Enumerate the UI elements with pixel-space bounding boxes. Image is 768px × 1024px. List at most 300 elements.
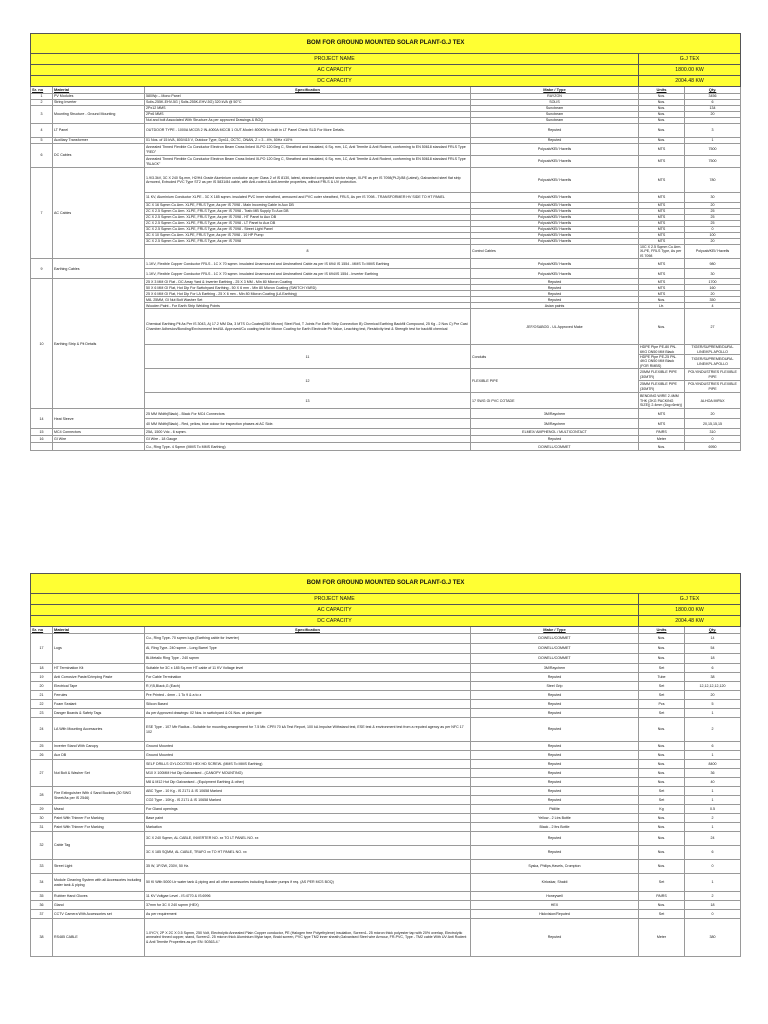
cell-material: CCTV Camera With Accessories set	[53, 910, 145, 919]
ac-capacity-value: 1800.00 KW	[639, 605, 741, 616]
table-row	[31, 832, 741, 846]
bom-sheet-1	[30, 33, 740, 451]
cell-material: RS485 CABLE	[53, 919, 145, 957]
cell-sr-no: 2	[31, 100, 53, 106]
cell-make-type: Reputed	[471, 673, 639, 682]
cell-specification: 2Px6 MMS	[145, 112, 471, 118]
cell-specification: 3C X 240 Sqmm, AL CABLE, INVERTER NO. xx TO LT PANEL NO. xx	[145, 832, 471, 846]
cell-sr-no: 15	[31, 429, 53, 436]
cell-make-type: Polycab/KEI/ Havells	[471, 227, 639, 233]
cell-material: Mseal	[53, 805, 145, 814]
cell-units: MTS	[639, 285, 685, 291]
cell-material: Danger Boards & Safety Tags	[53, 709, 145, 718]
table-row	[31, 742, 741, 751]
cell-qty: 7500	[685, 144, 741, 156]
project-name-label: PROJECT NAME	[31, 54, 639, 65]
cell-qty: 1	[685, 138, 741, 144]
col-header-sr: Sr. no	[31, 87, 53, 94]
cell-specification: 3C X 2.5 Sqmm Cu Arm. XLPE, FRLS Type, As per IS 7098	[145, 239, 471, 245]
cell-make-type: Reputed	[471, 700, 639, 709]
table-row	[31, 436, 741, 443]
cell-sr-no: 24	[31, 718, 53, 742]
col-header-qty: Qty.	[685, 87, 741, 94]
cell-qty: 25	[685, 209, 741, 215]
table-row	[31, 805, 741, 814]
cell-units: Nos.	[639, 718, 685, 742]
cell-sr-no: 7	[31, 168, 53, 259]
cell-units: Nos.	[639, 118, 685, 124]
cell-qty: 18	[685, 654, 741, 664]
cell-units: Set	[639, 796, 685, 805]
dc-capacity-label: DC CAPACITY	[31, 616, 639, 627]
project-name-label: PROJECT NAME	[31, 594, 639, 605]
cell-units: Tube	[639, 673, 685, 682]
cell-material: MC4 Connectors	[53, 429, 145, 436]
cell-qty: 30	[685, 193, 741, 203]
cell-specification: CO2 Type - 10Kg - IS 2171 & IS 10658 Marked	[145, 796, 471, 805]
cell-sr-no: 16	[31, 436, 53, 443]
cell-specification: GI Wire - 18 Gauge	[145, 436, 471, 443]
cell-qty: 18	[685, 901, 741, 910]
cell-make-type: Suncbeam	[471, 106, 639, 112]
cell-make-type: Reputed	[471, 718, 639, 742]
col-header-spec: Specification	[145, 627, 471, 634]
cell-make-type: Polycab/KEI/ Havells	[471, 221, 639, 227]
cell-make-type: Reputed	[471, 846, 639, 860]
cell-sr-no: 32	[31, 832, 53, 860]
cell-make-type: Black - 2 ltrs Bottle	[471, 823, 639, 832]
cell-specification: Al, Ring Type- 240 sqmm - Long Barrel Type	[145, 644, 471, 654]
cell-specification: 10C X 2.5 Sqmm Cu Arm. XLPE, FRLS Type, As per IS 7098	[639, 245, 685, 259]
table-row	[31, 682, 741, 691]
cell-make-type: POLYINDUSTRIES FLEXIBLE PIPE	[685, 369, 741, 381]
cell-sr-no: 36	[31, 901, 53, 910]
cell-material: FLEXIBLE PIPE	[471, 369, 639, 393]
cell-make-type: Syska, Philips,Havels, Crompton	[471, 860, 639, 874]
cell-make-type: Reputed	[471, 124, 639, 138]
cell-qty: 134	[685, 106, 741, 112]
cell-qty: 36	[685, 769, 741, 778]
cell-sr-no: 17	[31, 634, 53, 664]
cell-make-type: Reputed	[471, 691, 639, 700]
cell-specification: HDPE Pipe PE-80 PN- 6KG DN50 MM Black	[639, 345, 685, 355]
cell-specification: 3C X 185 SQMM, AL CABLE, TRAFO xx TO HT PANEL NO. xx	[145, 846, 471, 860]
cell-qty: 2	[685, 718, 741, 742]
cell-material: Aux DB	[53, 751, 145, 760]
cell-units: Nos.	[639, 100, 685, 106]
cell-material: Auxiliary Transformer	[53, 138, 145, 144]
table-row	[31, 409, 741, 419]
cell-make-type: Reputed	[471, 291, 639, 297]
cell-make-type: Polycab/KEI/ Havells	[471, 239, 639, 245]
cell-specification: Ground Mounted	[145, 751, 471, 760]
cell-qty: 20	[685, 112, 741, 118]
cell-units: Nos.	[639, 106, 685, 112]
cell-make-type: Polycab/KEI/ Havells	[471, 269, 639, 279]
cell-make-type: 3M/Raychem	[471, 664, 639, 673]
col-header-units: Units	[639, 87, 685, 94]
cell-units: Nos.	[639, 778, 685, 787]
cell-qty: 1	[685, 796, 741, 805]
cell-qty: 38	[685, 673, 741, 682]
cell-units: MTS	[639, 156, 685, 168]
cell-qty: 310	[685, 429, 741, 436]
cell-make-type: Polycab/KEI/ Havells	[685, 245, 741, 259]
cell-make-type: Polycab/KEI/ Havells	[471, 209, 639, 215]
cell-make-type: Suncbeam	[471, 118, 639, 124]
cell-make-type: JEF/OSABOD - UL Approved Make	[471, 309, 639, 345]
cell-qty: 380	[685, 919, 741, 957]
cell-qty: 14	[685, 634, 741, 644]
cell-qty: 350	[685, 297, 741, 303]
col-header-sr: Sr. no	[31, 627, 53, 634]
cell-qty: 0	[685, 860, 741, 874]
cell-qty: 2	[685, 892, 741, 901]
cell-material: Conduits	[471, 345, 639, 369]
cell-qty: 8400	[685, 760, 741, 769]
table-row	[31, 751, 741, 760]
cell-units: PAIRS	[639, 892, 685, 901]
cell-make-type: Reputed	[471, 138, 639, 144]
cell-qty: 3	[685, 124, 741, 138]
cell-specification: 11 KV, Aluminium Conductor XLPE - 3C X 185 sqmm. insulated PVC inner sheathed, armoured and PVC outer sheathed, FRLS, As per IS 7098 - TRANSFORMER HV SIDE TO HT PANEL	[145, 193, 471, 203]
cell-make-type: TIGER/SUPREME/DURA-LINE/KPL APOLLO	[685, 355, 741, 369]
cell-make-type: Reputed	[471, 787, 639, 796]
cell-units: MTS	[639, 209, 685, 215]
cell-material: Nut Bolt & Washer Set	[53, 760, 145, 787]
cell-make-type: Reputed	[471, 832, 639, 846]
cell-specification: Ground Mounted	[145, 742, 471, 751]
cell-sr-no: 6	[31, 144, 53, 168]
cell-material	[53, 443, 145, 451]
table-row	[31, 709, 741, 718]
cell-units: Nos.	[639, 297, 685, 303]
table-row	[31, 429, 741, 436]
cell-sr-no: 25	[31, 742, 53, 751]
bom-body-2	[31, 634, 741, 957]
table-row	[31, 634, 741, 644]
cell-material: Electrical Tape	[53, 682, 145, 691]
cell-units: Ltr.	[639, 303, 685, 309]
cell-make-type: POLYINDUSTRIES FLEXIBLE PIPE	[685, 381, 741, 393]
cell-qty: 3456	[685, 94, 741, 100]
cell-specification: Chemical Earthing Pit As Per IS 3043, A) 17.2 MM Dia, 3 MTS Cu Coated(250 Micron) Steel Rod, T Joints For Earth Strip Connection B) Chemical Earthing Backfill Compound, 25 Kg - 2 Nos C) Pre Cast Chamber Adhesion/Bonding/Environment test/UL Approved/Cu coating test for Micron Coating for Earth Electrode Ph Value, Leaching test, Resistivity test & Strength test for backfill chemical	[145, 309, 471, 345]
cell-units: MTS	[639, 269, 685, 279]
table-row	[31, 700, 741, 709]
cell-sr-no: 23	[31, 709, 53, 718]
cell-specification: Nut and bolt Associated With Structure As per approved Drawings & BOQ	[145, 118, 471, 124]
cell-specification: ABC Type - 10 Kg - IS 2171 & IS 10658 Marked	[145, 787, 471, 796]
cell-sr-no: 14	[31, 409, 53, 429]
cell-units: PAIRS	[639, 429, 685, 436]
cell-units: Set	[639, 664, 685, 673]
cell-qty: 6950	[685, 443, 741, 451]
table-row	[31, 874, 741, 892]
cell-specification: Suitable for 3C x 185 Sq.mm HT cable of 11 KV Voltage level	[145, 664, 471, 673]
cell-qty: 1	[685, 709, 741, 718]
cell-units: Nos.	[639, 443, 685, 451]
cell-qty: 24	[685, 832, 741, 846]
cell-material: Street Light	[53, 860, 145, 874]
cell-sr-no: 12	[145, 369, 471, 393]
cell-units: Kg	[639, 805, 685, 814]
cell-units: Nos.	[639, 112, 685, 118]
cell-qty: 25	[685, 215, 741, 221]
cell-make-type: Reputed	[471, 436, 639, 443]
cell-make-type: Pidilite	[471, 805, 639, 814]
cell-material: Rubber Hand Gloves	[53, 892, 145, 901]
cell-qty: 4	[685, 303, 741, 309]
cell-sr-no: 19	[31, 673, 53, 682]
cell-sr-no: 37	[31, 910, 53, 919]
cell-material: Mounting Structure - Ground Mounting	[53, 106, 145, 124]
cell-make-type: HEX	[471, 901, 639, 910]
table-row	[31, 760, 741, 769]
cell-specification: 1.0YCY, 2P X 2C X 0.5 Sqmm, 250 Volt, Electrolytic Annealed Plain Copper conductor, PE (Halogen free Polyethylene) insulation, Screen1- 25 micron thick polyester tap with 20% overlap, Electrolytic annealed tinned copper, stand, Screen2- 25 micron thick Aluminium Mylar tape, Braid screen, PVC type TM2 inner sheath,Galvanised Steel wire Armour, FR-PVC, Type - TM2 cable With UV Anti Rodent & Anti Termite Properties as per EN: 50363-4."	[145, 919, 471, 957]
cell-sr-no	[31, 443, 53, 451]
cell-units: Set	[639, 874, 685, 892]
cell-qty: 2	[685, 814, 741, 823]
cell-units: MTS	[639, 291, 685, 297]
cell-sr-no: 20	[31, 682, 53, 691]
bom-sheet-2	[30, 573, 740, 957]
cell-specification: R,Y,B,Black,G (Each)	[145, 682, 471, 691]
cell-units: Nos.	[639, 124, 685, 138]
table-row	[31, 814, 741, 823]
cell-specification: For Cable Termination	[145, 673, 471, 682]
cell-specification: 3C X 16 Sqmm Cu Arm. XLPE, FRLS Type, As per IS 7098 - Main Incoming Cable in Aux DB	[145, 203, 471, 209]
ac-capacity-label: AC CAPACITY	[31, 605, 639, 616]
cell-specification: 3C X 10 Sqmm Cu Arm. XLPE, FRLS Type, As per IS 7098 - 10 HP Pump	[145, 233, 471, 239]
table-row	[31, 144, 741, 156]
cell-make-type: Reputed	[471, 796, 639, 805]
cell-qty: 6	[685, 100, 741, 106]
cell-units: MTS	[639, 168, 685, 193]
cell-units: Nos.	[639, 138, 685, 144]
dc-capacity-value: 2004.48 KW	[639, 616, 741, 627]
col-header-spec: Specification	[145, 87, 471, 94]
cell-material: LT Panel	[53, 124, 145, 138]
cell-qty: 25	[685, 221, 741, 227]
cell-make-type: Polycab/KEI/ Havells	[471, 144, 639, 156]
cell-units: Nos.	[639, 823, 685, 832]
cell-qty: 40	[685, 778, 741, 787]
cell-material: Anti Corrosive Paste/Crimping Paste	[53, 673, 145, 682]
cell-units: Pcs	[639, 700, 685, 709]
cell-sr-no: 29	[31, 805, 53, 814]
cell-sr-no: 9	[31, 259, 53, 279]
cell-sr-no: 27	[31, 760, 53, 787]
table-row	[31, 910, 741, 919]
cell-qty: 20	[685, 239, 741, 245]
cell-make-type: 3M/Raychem	[471, 419, 639, 429]
cell-units: Meter	[639, 436, 685, 443]
cell-sr-no: 33	[31, 860, 53, 874]
cell-make-type: Hickvision/Reputed	[471, 910, 639, 919]
cell-specification: 1.1KV, Flexible Copper Conductor FRLS - 1C X 70 sqmm. insulated Unarmoured and Unsheathed Cable as per IS 694/IS 1554 - Inverter Earthing	[145, 269, 471, 279]
cell-qty: 20	[685, 691, 741, 700]
cell-units: MTS	[639, 221, 685, 227]
cell-specification: 25A, 1500 Vdc - 6 sqmm.	[145, 429, 471, 436]
cell-qty: 6	[685, 664, 741, 673]
cell-units: Set	[639, 709, 685, 718]
cell-specification: Markation	[145, 823, 471, 832]
cell-make-type: Reputed	[471, 742, 639, 751]
cell-make-type: Polycab/KEI/ Havells	[471, 156, 639, 168]
table-row	[31, 259, 741, 269]
cell-specification: M10 X 100MM Hot Dip Galvanised - (CANOPY MOUNTING)	[145, 769, 471, 778]
cell-material: Paint With Thinner For Marking	[53, 823, 145, 832]
cell-specification: Base paint	[145, 814, 471, 823]
cell-material: Inverter Stand With Canopy	[53, 742, 145, 751]
cell-units: MTS	[639, 279, 685, 285]
cell-specification: M8 & M12 Hot Dip Galvanised - (Equipment Earthing & other)	[145, 778, 471, 787]
cell-sr-no: 31	[31, 823, 53, 832]
cell-material: LA With Mounting Accessories	[53, 718, 145, 742]
table-row	[31, 664, 741, 673]
cell-sr-no: 1	[31, 94, 53, 100]
cell-units: MTS	[639, 409, 685, 419]
cell-make-type: Reputed	[471, 709, 639, 718]
cell-specification: 35 W, 1P/2W, 230V, 50 Hz.	[145, 860, 471, 874]
cell-qty: 0	[685, 227, 741, 233]
cell-specification: 01 Nos. of 15 kVA, 800/415 V, Outdoor Type, Dyn11, OCTC, ONAN, Z = 3 - 4%, 50Hz ±10%	[145, 138, 471, 144]
cell-sr-no: 10	[31, 279, 53, 409]
cell-units: MTS	[639, 193, 685, 203]
cell-qty: 6	[685, 846, 741, 860]
cell-units: Set	[639, 691, 685, 700]
cell-units: MTS	[639, 419, 685, 429]
cell-material: Earthing Cables	[53, 259, 145, 279]
table-row	[31, 860, 741, 874]
table-row	[31, 691, 741, 700]
cell-units: Nos.	[639, 742, 685, 751]
cell-make-type: DOWELL/COMMET	[471, 654, 639, 664]
cell-make-type: Reputed	[471, 279, 639, 285]
sheet-title: BOM FOR GROUND MOUNTED SOLAR PLANT-G.J TEX	[31, 574, 741, 594]
table-row	[31, 124, 741, 138]
cell-specification: SELF DRILLS GYLOCOTED HEX HD SCREW- (MMS To MMS Earthing)	[145, 760, 471, 769]
cell-make-type: Reputed	[471, 297, 639, 303]
cell-make-type: ALHOA IMPAX	[685, 393, 741, 409]
cell-qty: 20	[685, 203, 741, 209]
cell-make-type: Reputed	[471, 919, 639, 957]
cell-units: MTS	[639, 215, 685, 221]
cell-qty: 780	[685, 168, 741, 193]
cell-material: Gland	[53, 901, 145, 910]
cell-sr-no: 28	[31, 787, 53, 805]
cell-material: Lugs	[53, 634, 145, 664]
cell-qty: 1	[685, 823, 741, 832]
cell-qty: 5	[685, 700, 741, 709]
cell-specification: 50 Kl With 5000 Ltr water tank & piping and all other accessories including Booster pumps if req. (AS PER MCS BOQ)	[145, 874, 471, 892]
table-row	[31, 443, 741, 451]
cell-units: MTS	[639, 233, 685, 239]
col-header-material: Material	[53, 87, 145, 94]
cell-specification: 40 MM Width(Black) - Red, yellow, blue colour for inspection phases at AC Side.	[145, 419, 471, 429]
cell-specification: Cu., Ring Type- 70 sqmm lugs (Earthing cable for Inverter)	[145, 634, 471, 644]
cell-qty: 20,15,15,15	[685, 419, 741, 429]
cell-make-type: Reputed	[471, 760, 639, 769]
cell-units: Nos.	[639, 309, 685, 345]
table-row	[31, 787, 741, 796]
col-header-qty: Qty.	[685, 627, 741, 634]
cell-sr-no: 22	[31, 700, 53, 709]
col-header-make: Make / Type	[471, 627, 639, 634]
cell-material: Fire Extinguisher With 4 Sand Buckets (30 SWG Sheet/As per IS 2546)	[53, 787, 145, 805]
ac-capacity-label: AC CAPACITY	[31, 65, 639, 76]
dc-capacity-value: 2004.48 KW	[639, 76, 741, 87]
cell-specification: 1.1KV, Flexible Copper Conductor FRLS - 1C X 70 sqmm. insulated Unarmoured and Unsheathed Cable as per IS 694/ IS 1554 - MMS To MMS Earthing	[145, 259, 471, 269]
cell-units: Set	[639, 787, 685, 796]
cell-units: MTS	[639, 144, 685, 156]
cell-material: 17 SWG GI PVC COTADE	[471, 393, 639, 409]
cell-qty: 1	[685, 874, 741, 892]
cell-qty: 6	[685, 742, 741, 751]
cell-qty: 27	[685, 309, 741, 345]
cell-sr-no: 13	[145, 393, 471, 409]
cell-sr-no: 38	[31, 919, 53, 957]
cell-units: MTS	[639, 239, 685, 245]
cell-specification: Cu., Ring Type- 4 Sqmm (MMS To MMS Earthing)	[145, 443, 471, 451]
cell-units: Nos.	[639, 901, 685, 910]
cell-qty: 12,12,12,12,120	[685, 682, 741, 691]
cell-units: MTS	[639, 227, 685, 233]
cell-specification: 50 X 6 MM GI Flat, Hot Dip For Switchyard Earthing - 50 X 6 mm - Min 80 Micron Coating (SWITCH YARD)	[145, 285, 471, 291]
cell-qty: 0	[685, 436, 741, 443]
cell-make-type: Steel Grip	[471, 682, 639, 691]
table-row	[31, 673, 741, 682]
cell-specification: BENDING WIRE 2.4MM THK (2KG PACKING SIZE)) 2.4mm (1kg=6mtr))	[639, 393, 685, 409]
cell-material: DC Cables	[53, 144, 145, 168]
cell-material: Earthing Strip & Pit Details	[53, 279, 145, 409]
cell-units: Nos.	[639, 769, 685, 778]
project-name-value: G.J TEX	[639, 594, 741, 605]
cell-units: Meter	[639, 919, 685, 957]
cell-specification: 2C X 2.5 Sqmm Cu Arm. XLPE, FRLS Type, As per IS 7098 - Trafo MB Supply To Aux DB	[145, 209, 471, 215]
cell-units: MTS	[639, 203, 685, 209]
cell-specification: Silicon Based	[145, 700, 471, 709]
cell-make-type: DOWELL/COMMET	[471, 634, 639, 644]
col-header-units: Units	[639, 627, 685, 634]
cell-sr-no: 8	[145, 245, 471, 259]
cell-qty: 20	[685, 409, 741, 419]
cell-make-type: Polycab/KEI/ Havells	[471, 215, 639, 221]
cell-make-type: SOLIS	[471, 100, 639, 106]
cell-specification: Annealed Tinned Flexible Cu Conductor Electron Beam Cross linked XLPO 120 Deg C, Sheathed and insulated, 6 Sq. mm, 1C, Anti Termite & Anti Rodent, conforming to EN 50618 standard FRLS Type "RED"	[145, 144, 471, 156]
cell-units: MTS	[639, 259, 685, 269]
cell-material: Control Cables	[471, 245, 639, 259]
cell-material: PV Modules	[53, 94, 145, 100]
cell-specification: 25 MM Width(Black) - Black For MC4 Connectors	[145, 409, 471, 419]
project-name-value: G.J TEX	[639, 54, 741, 65]
cell-units: Nos.	[639, 94, 685, 100]
cell-qty: 7500	[685, 156, 741, 168]
table-row	[31, 718, 741, 742]
cell-material: Paint With Thinner For Marking	[53, 814, 145, 823]
cell-specification: HDPE Pipe PE-25 PN- 4KG DN50 MM Black (FOR RMBS)	[639, 355, 685, 369]
cell-specification: As per requirement	[145, 910, 471, 919]
cell-make-type: Kirloskar, Shakti	[471, 874, 639, 892]
cell-specification: Wooden Paint - For Earth Strip Welding Points	[145, 303, 471, 309]
cell-make-type: Polycab/KEI/ Havells	[471, 259, 639, 269]
cell-make-type: Reputed	[471, 769, 639, 778]
cell-specification: 25MM FLEXIBLE PIPE (30MTR)	[639, 381, 685, 393]
cell-make-type: Suncbeam	[471, 112, 639, 118]
cell-specification: Pre Printed - 4mm - 1 To 9 & a to z	[145, 691, 471, 700]
cell-qty: 54	[685, 644, 741, 654]
cell-material: HT Termination Kit	[53, 664, 145, 673]
